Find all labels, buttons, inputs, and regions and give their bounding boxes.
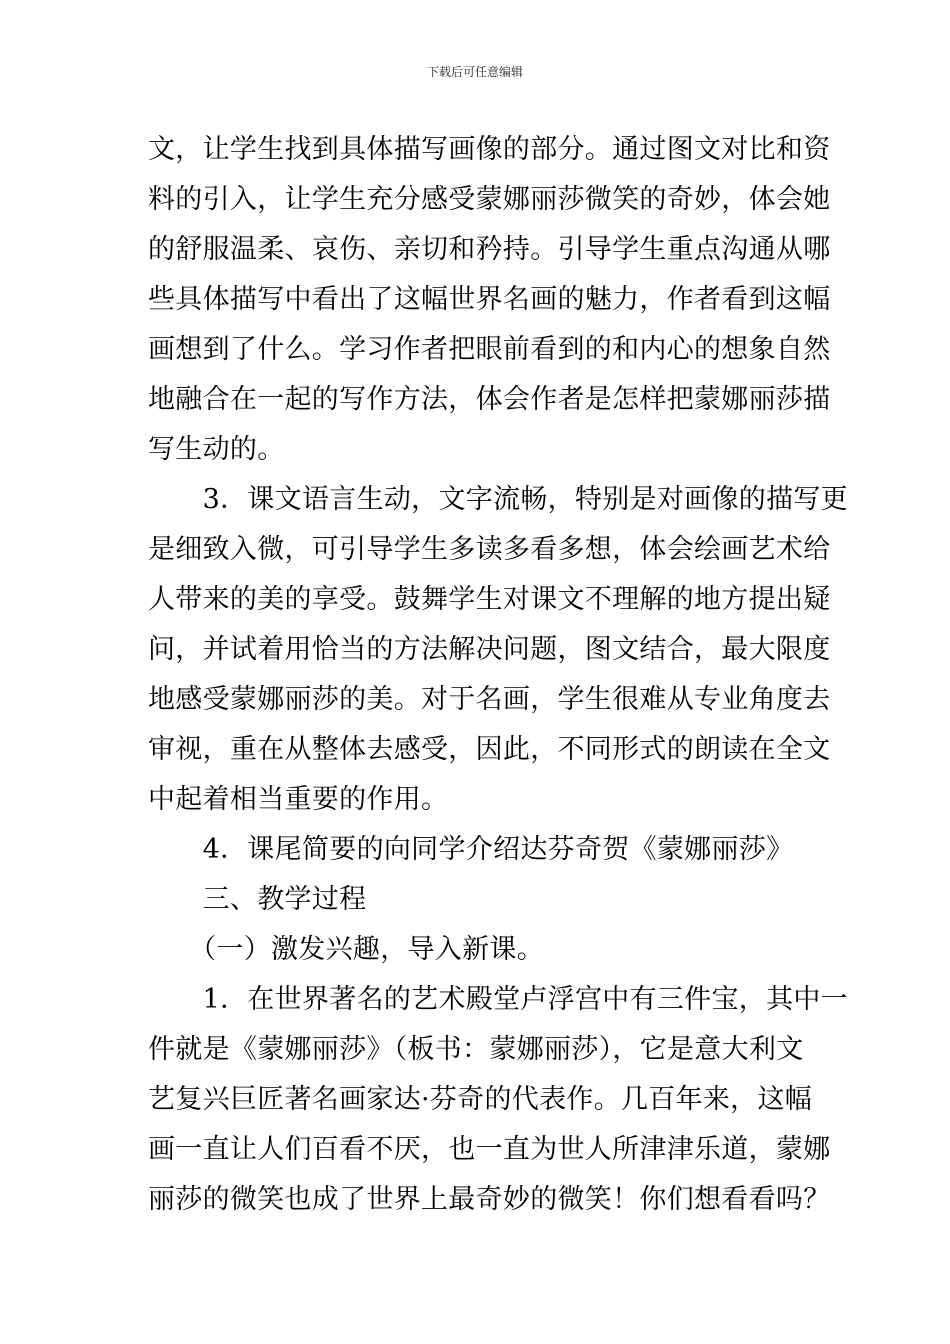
text-line: 1．在世界著名的艺术殿堂卢浮宫中有三件宝，其中一 [148, 984, 848, 1015]
text-line: 画一直让人们百看不厌，也一直为世人所津津乐道，蒙娜 [148, 1134, 831, 1165]
text-line: 审视，重在从整体去感受，因此，不同形式的朗读在全文 [148, 734, 831, 765]
text-line: 4．课尾简要的向同学介绍达芬奇贺《蒙娜丽莎》 [148, 834, 794, 865]
subsection-heading: （一）激发兴趣，导入新课。 [148, 934, 544, 965]
text-line: 是细致入微，可引导学生多读多看多想，体会绘画艺术给 [148, 534, 831, 565]
text-line: 人带来的美的享受。鼓舞学生对课文不理解的地方提出疑 [148, 584, 831, 615]
text-line: 些具体描写中看出了这幅世界名画的魅力，作者看到这幅 [148, 284, 831, 315]
text-line: 问，并试着用恰当的方法解决问题，图文结合，最大限度 [148, 634, 831, 665]
text-line: 地融合在一起的写作方法，体会作者是怎样把蒙娜丽莎描 [148, 384, 831, 415]
text-line: 文，让学生找到具体描写画像的部分。通过图文对比和资 [148, 134, 831, 165]
text-line: 地感受蒙娜丽莎的美。对于名画，学生很难从专业角度去 [148, 684, 831, 715]
page-header: 下载后可任意编辑 [426, 65, 523, 79]
text-line: 中起着相当重要的作用。 [148, 784, 449, 815]
text-line: 画想到了什么。学习作者把眼前看到的和内心的想象自然 [148, 334, 831, 365]
text-line: 艺复兴巨匠著名画家达·芬奇的代表作。几百年来，这幅 [148, 1084, 813, 1115]
text-line: 的舒服温柔、哀伤、亲切和矜持。引导学生重点沟通从哪 [148, 234, 831, 265]
text-line: 件就是《蒙娜丽莎》（板书：蒙娜丽莎），它是意大利文 [148, 1034, 804, 1065]
text-line: 3．课文语言生动，文字流畅，特别是对画像的描写更 [148, 484, 848, 515]
text-line: 料的引入，让学生充分感受蒙娜丽莎微笑的奇妙，体会她 [148, 184, 831, 215]
text-line: 写生动的。 [148, 434, 285, 465]
section-heading: 三、教学过程 [148, 884, 367, 915]
text-line: 丽莎的微笑也成了世界上最奇妙的微笑！你们想看看吗？ [148, 1184, 831, 1215]
